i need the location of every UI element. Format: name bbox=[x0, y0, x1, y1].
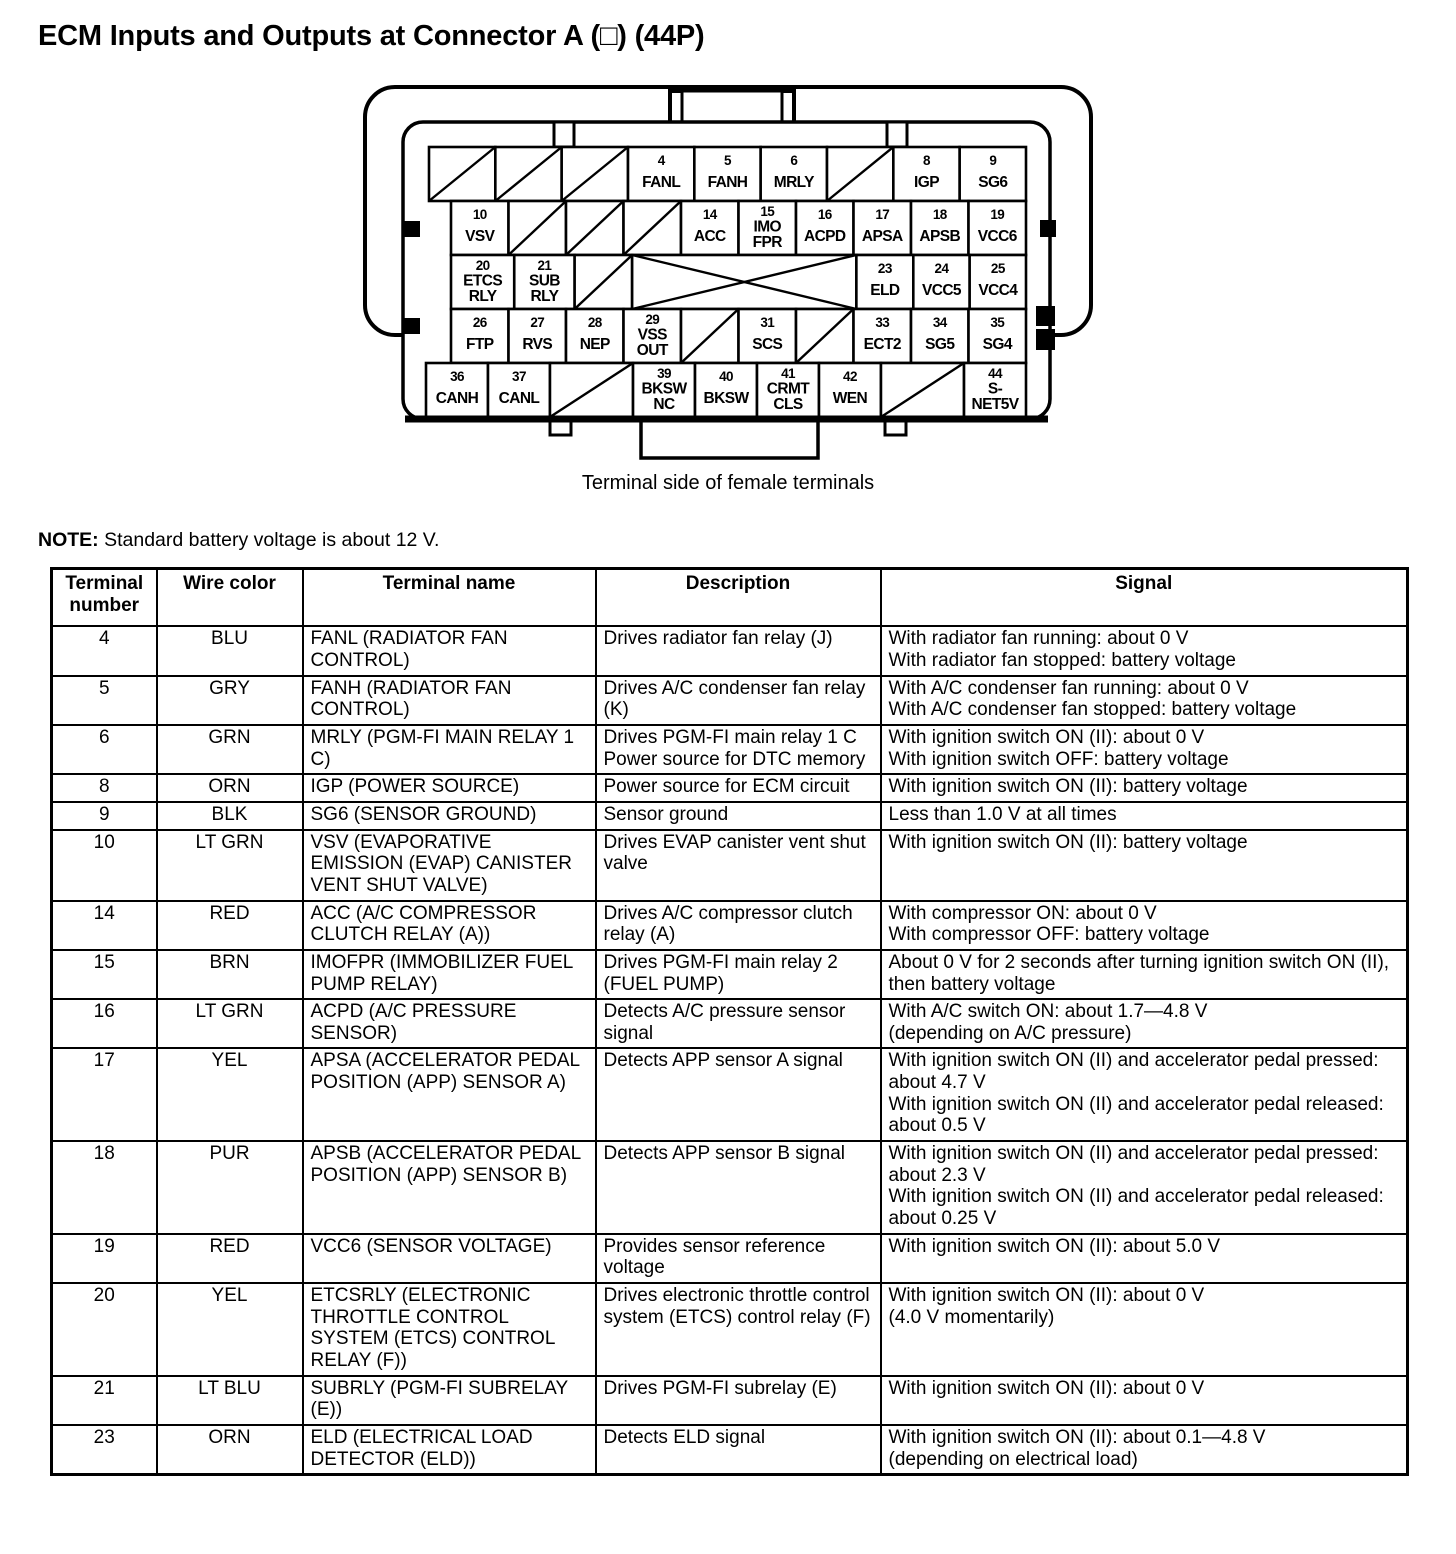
cell-wire-color: LT GRN bbox=[157, 999, 303, 1048]
cell-signal: With A/C condenser fan running: about 0 V With A/C condenser fan stopped: battery voltage bbox=[881, 676, 1408, 725]
connector-pin-17 bbox=[854, 201, 912, 255]
pin-number: 25 bbox=[990, 261, 1005, 276]
pin-label: BKSW bbox=[641, 380, 687, 398]
cell-terminal-name: VSV (EVAPORATIVE EMISSION (EVAP) CANISTER VENT SHUT VALVE) bbox=[303, 830, 596, 901]
col-header-terminal-number: Terminal number bbox=[52, 569, 157, 627]
connector-pin-10 bbox=[451, 201, 509, 255]
pin-number: 29 bbox=[645, 312, 660, 327]
cell-terminal-number: 23 bbox=[52, 1425, 157, 1475]
cell-terminal-number: 21 bbox=[52, 1376, 157, 1425]
pin-number: 6 bbox=[790, 153, 798, 168]
connector-pin-34 bbox=[911, 309, 969, 363]
pin-label: SG6 bbox=[978, 174, 1008, 191]
pin-label: RLY bbox=[530, 288, 559, 305]
cell-wire-color: BLK bbox=[157, 802, 303, 830]
table-row-terminal-15 bbox=[52, 950, 1408, 999]
pin-label: VSV bbox=[465, 228, 495, 245]
connector-pin-18 bbox=[911, 201, 969, 255]
connector-pin-44 bbox=[964, 363, 1026, 417]
connector-cell-blank bbox=[881, 363, 964, 417]
cell-description: Drives PGM-FI main relay 2 (FUEL PUMP) bbox=[596, 950, 881, 999]
cell-terminal-name: ELD (ELECTRICAL LOAD DETECTOR (ELD)) bbox=[303, 1425, 596, 1475]
pin-number: 40 bbox=[719, 369, 733, 384]
connector-side-bump bbox=[404, 318, 420, 334]
pin-label: ETCS bbox=[463, 272, 503, 290]
cell-wire-color: LT GRN bbox=[157, 830, 303, 901]
connector-pin-42 bbox=[819, 363, 881, 417]
cell-wire-color: LT BLU bbox=[157, 1376, 303, 1425]
cell-terminal-number: 18 bbox=[52, 1141, 157, 1234]
page-title: ECM Inputs and Outputs at Connector A (□) (44P) bbox=[38, 20, 705, 52]
col-header-wire-color: Wire color bbox=[157, 569, 303, 627]
cell-description: Drives PGM-FI subrelay (E) bbox=[596, 1376, 881, 1425]
pin-number: 31 bbox=[760, 315, 775, 330]
table-row-terminal-23 bbox=[52, 1425, 1408, 1475]
table-row-terminal-9 bbox=[52, 802, 1408, 830]
cell-terminal-name: SG6 (SENSOR GROUND) bbox=[303, 802, 596, 830]
connector-pin-40 bbox=[695, 363, 757, 417]
cell-wire-color: BLU bbox=[157, 626, 303, 675]
connector-pin-26 bbox=[451, 309, 509, 363]
connector-cell-blank bbox=[509, 201, 567, 255]
cell-signal: About 0 V for 2 seconds after turning ignition switch ON (II), then battery voltage bbox=[881, 950, 1408, 999]
pin-label: FANH bbox=[707, 174, 748, 191]
pin-number: 35 bbox=[990, 315, 1005, 330]
table-row-terminal-4 bbox=[52, 626, 1408, 675]
cell-terminal-number: 9 bbox=[52, 802, 157, 830]
table-row-terminal-21 bbox=[52, 1376, 1408, 1425]
cell-terminal-number: 10 bbox=[52, 830, 157, 901]
pin-number: 41 bbox=[781, 366, 795, 381]
cell-description: Provides sensor reference voltage bbox=[596, 1234, 881, 1283]
connector-pin-16 bbox=[796, 201, 854, 255]
cell-description: Detects APP sensor A signal bbox=[596, 1048, 881, 1141]
connector-pin-35 bbox=[969, 309, 1027, 363]
connector-pin-8 bbox=[893, 147, 959, 201]
connector-pin-41 bbox=[757, 363, 819, 417]
cell-description: Drives electronic throttle control system (ETCS) control relay (F) bbox=[596, 1283, 881, 1376]
connector-pin-39 bbox=[633, 363, 695, 417]
cell-signal: With ignition switch ON (II): battery voltage bbox=[881, 774, 1408, 802]
pin-label: WEN bbox=[832, 390, 868, 407]
cell-signal: With ignition switch ON (II): about 0 V bbox=[881, 1376, 1408, 1425]
pin-number: 39 bbox=[657, 366, 671, 381]
connector-cell-blank bbox=[681, 309, 739, 363]
connector-pin-4 bbox=[628, 147, 694, 201]
table-row-terminal-14 bbox=[52, 901, 1408, 950]
cell-description: Power source for ECM circuit bbox=[596, 774, 881, 802]
connector-side-bump bbox=[1040, 220, 1056, 237]
connector-pin-33 bbox=[854, 309, 912, 363]
cell-description: Drives A/C compressor clutch relay (A) bbox=[596, 901, 881, 950]
pin-number: 24 bbox=[934, 261, 949, 276]
cell-signal: With compressor ON: about 0 V With compressor OFF: battery voltage bbox=[881, 901, 1408, 950]
note-text: Standard battery voltage is about 12 V. bbox=[104, 529, 440, 551]
cell-description: Drives EVAP canister vent shut valve bbox=[596, 830, 881, 901]
cell-terminal-number: 15 bbox=[52, 950, 157, 999]
pin-number: 16 bbox=[817, 207, 832, 222]
pin-label: CRMT bbox=[766, 380, 810, 398]
connector-pin-29 bbox=[624, 309, 682, 363]
pin-label: ACC bbox=[693, 228, 726, 245]
cell-terminal-name: APSA (ACCELERATOR PEDAL POSITION (APP) SENSOR A) bbox=[303, 1048, 596, 1141]
pin-label: FPR bbox=[752, 234, 782, 251]
cell-terminal-number: 14 bbox=[52, 901, 157, 950]
cell-terminal-name: SUBRLY (PGM-FI SUBRELAY (E)) bbox=[303, 1376, 596, 1425]
pin-label: MRLY bbox=[773, 174, 814, 191]
table-row-terminal-8 bbox=[52, 774, 1408, 802]
pin-number: 4 bbox=[657, 153, 665, 168]
pin-label: SCS bbox=[752, 336, 783, 353]
pin-label: IMO bbox=[753, 218, 781, 236]
battery-note bbox=[38, 529, 439, 552]
pin-label: VCC4 bbox=[978, 282, 1018, 299]
cell-signal: With ignition switch ON (II) and accelerator pedal pressed: about 2.3 V With ignition switch ON (II) and accelerator pedal released: about 0.25 V bbox=[881, 1141, 1408, 1234]
connector-cell-blank bbox=[562, 147, 628, 201]
cell-terminal-number: 6 bbox=[52, 725, 157, 774]
connector-cell-blank bbox=[827, 147, 893, 201]
cell-wire-color: YEL bbox=[157, 1283, 303, 1376]
cell-wire-color: ORN bbox=[157, 774, 303, 802]
pin-number: 27 bbox=[530, 315, 545, 330]
table-row-terminal-20 bbox=[52, 1283, 1408, 1376]
cell-terminal-name: ACPD (A/C PRESSURE SENSOR) bbox=[303, 999, 596, 1048]
connector-diagram bbox=[358, 80, 1098, 472]
connector-pin-6 bbox=[761, 147, 827, 201]
connector-cell-blank bbox=[575, 255, 633, 309]
connector-cell-blank bbox=[566, 201, 624, 255]
connector-top-notch bbox=[887, 122, 907, 147]
pin-number: 19 bbox=[990, 207, 1005, 222]
pin-label: BKSW bbox=[703, 390, 749, 407]
pin-label: CLS bbox=[773, 396, 803, 413]
terminal-table bbox=[50, 567, 1409, 1476]
cell-terminal-number: 19 bbox=[52, 1234, 157, 1283]
table-row-terminal-10 bbox=[52, 830, 1408, 901]
pin-label: ECT2 bbox=[863, 336, 901, 353]
cell-terminal-number: 20 bbox=[52, 1283, 157, 1376]
cell-terminal-number: 17 bbox=[52, 1048, 157, 1141]
connector-pinout-svg bbox=[358, 80, 1098, 472]
cell-wire-color: RED bbox=[157, 1234, 303, 1283]
table-row-terminal-18 bbox=[52, 1141, 1408, 1234]
connector-pin-23 bbox=[856, 255, 913, 309]
connector-pin-36 bbox=[426, 363, 488, 417]
pin-number: 8 bbox=[923, 153, 930, 168]
connector-cell-blank bbox=[495, 147, 561, 201]
cell-terminal-number: 5 bbox=[52, 676, 157, 725]
cell-description: Sensor ground bbox=[596, 802, 881, 830]
pin-number: 37 bbox=[512, 369, 526, 384]
cell-terminal-name: FANH (RADIATOR FAN CONTROL) bbox=[303, 676, 596, 725]
cell-wire-color: BRN bbox=[157, 950, 303, 999]
cell-description: Drives PGM-FI main relay 1 C Power source for DTC memory bbox=[596, 725, 881, 774]
connector-cell-blank bbox=[632, 255, 856, 309]
col-header-description: Description bbox=[596, 569, 881, 627]
connector-pin-24 bbox=[913, 255, 969, 309]
connector-cell-blank bbox=[550, 363, 633, 417]
pin-number: 18 bbox=[932, 207, 947, 222]
cell-signal: Less than 1.0 V at all times bbox=[881, 802, 1408, 830]
pin-label: FANL bbox=[642, 174, 681, 191]
cell-signal: With A/C switch ON: about 1.7—4.8 V (depending on A/C pressure) bbox=[881, 999, 1408, 1048]
pin-label: VCC6 bbox=[977, 228, 1017, 245]
connector-cell-blank bbox=[624, 201, 682, 255]
pin-label: VSS bbox=[637, 326, 667, 344]
cell-terminal-name: FANL (RADIATOR FAN CONTROL) bbox=[303, 626, 596, 675]
cell-wire-color: GRN bbox=[157, 725, 303, 774]
connector-pin-21 bbox=[514, 255, 574, 309]
pin-number: 20 bbox=[475, 258, 490, 273]
connector-side-bump bbox=[1036, 306, 1055, 326]
cell-terminal-name: MRLY (PGM-FI MAIN RELAY 1 C) bbox=[303, 725, 596, 774]
cell-terminal-name: ACC (A/C COMPRESSOR CLUTCH RELAY (A)) bbox=[303, 901, 596, 950]
table-row-terminal-19 bbox=[52, 1234, 1408, 1283]
cell-signal: With ignition switch ON (II): battery voltage bbox=[881, 830, 1408, 901]
pin-number: 33 bbox=[875, 315, 890, 330]
cell-signal: With ignition switch ON (II) and accelerator pedal pressed: about 4.7 V With ignition switch ON (II) and accelerator pedal released: about 0.5 V bbox=[881, 1048, 1408, 1141]
pin-label: IGP bbox=[914, 174, 939, 191]
table-row-terminal-6 bbox=[52, 725, 1408, 774]
col-header-signal: Signal bbox=[881, 569, 1408, 627]
cell-description: Drives radiator fan relay (J) bbox=[596, 626, 881, 675]
table-row-terminal-17 bbox=[52, 1048, 1408, 1141]
table-row-terminal-5 bbox=[52, 676, 1408, 725]
connector-pin-37 bbox=[488, 363, 550, 417]
pin-label: SG4 bbox=[982, 336, 1012, 353]
pin-label: RVS bbox=[522, 336, 553, 353]
cell-description: Detects APP sensor B signal bbox=[596, 1141, 881, 1234]
pin-label: OUT bbox=[636, 342, 668, 359]
cell-signal: With ignition switch ON (II): about 0 V With ignition switch OFF: battery voltage bbox=[881, 725, 1408, 774]
connector-cell-blank bbox=[796, 309, 854, 363]
pin-label: NEP bbox=[579, 336, 610, 353]
pin-label: S- bbox=[987, 380, 1003, 398]
connector-pin-20 bbox=[451, 255, 514, 309]
connector-cell-blank bbox=[429, 147, 495, 201]
cell-description: Detects A/C pressure sensor signal bbox=[596, 999, 881, 1048]
pin-number: 9 bbox=[989, 153, 997, 168]
connector-pin-9 bbox=[960, 147, 1026, 201]
note-label: NOTE: bbox=[38, 529, 99, 551]
pin-label: VCC5 bbox=[921, 282, 961, 299]
connector-pin-25 bbox=[970, 255, 1026, 309]
connector-side-bump bbox=[1036, 329, 1055, 350]
col-header-terminal-name: Terminal name bbox=[303, 569, 596, 627]
pin-number: 10 bbox=[472, 207, 487, 222]
cell-wire-color: ORN bbox=[157, 1425, 303, 1475]
cell-wire-color: RED bbox=[157, 901, 303, 950]
pin-label: ELD bbox=[870, 282, 900, 299]
connector-pin-5 bbox=[694, 147, 760, 201]
cell-terminal-name: APSB (ACCELERATOR PEDAL POSITION (APP) SENSOR B) bbox=[303, 1141, 596, 1234]
connector-side-bump bbox=[404, 221, 420, 237]
cell-wire-color: GRY bbox=[157, 676, 303, 725]
terminal-table-body bbox=[52, 626, 1408, 1474]
cell-signal: With radiator fan running: about 0 V With radiator fan stopped: battery voltage bbox=[881, 626, 1408, 675]
connector-top-notch bbox=[554, 122, 574, 147]
pin-label: SUB bbox=[528, 272, 560, 290]
pin-number: 5 bbox=[724, 153, 731, 168]
cell-signal: With ignition switch ON (II): about 0 V (4.0 V momentarily) bbox=[881, 1283, 1408, 1376]
connector-pin-14 bbox=[681, 201, 739, 255]
table-row-terminal-16 bbox=[52, 999, 1408, 1048]
cell-terminal-name: IMOFPR (IMMOBILIZER FUEL PUMP RELAY) bbox=[303, 950, 596, 999]
connector-pin-19 bbox=[969, 201, 1027, 255]
pin-label: APSB bbox=[919, 228, 961, 245]
pin-number: 26 bbox=[472, 315, 487, 330]
pin-label: CANL bbox=[498, 390, 540, 407]
terminal-table-container bbox=[50, 567, 1409, 1476]
pin-number: 23 bbox=[877, 261, 892, 276]
pin-label: CANH bbox=[435, 390, 479, 407]
cell-terminal-name: IGP (POWER SOURCE) bbox=[303, 774, 596, 802]
connector-pin-28 bbox=[566, 309, 624, 363]
cell-terminal-number: 4 bbox=[52, 626, 157, 675]
cell-signal: With ignition switch ON (II): about 0.1—4.8 V (depending on electrical load) bbox=[881, 1425, 1408, 1475]
cell-terminal-name: VCC6 (SENSOR VOLTAGE) bbox=[303, 1234, 596, 1283]
pin-label: ACPD bbox=[803, 228, 846, 245]
cell-description: Drives A/C condenser fan relay (K) bbox=[596, 676, 881, 725]
pin-number: 21 bbox=[537, 258, 552, 273]
connector-pin-15 bbox=[739, 201, 797, 255]
pin-label: APSA bbox=[861, 228, 903, 245]
pin-label: FTP bbox=[466, 336, 494, 353]
pin-label: RLY bbox=[468, 288, 497, 305]
cell-wire-color: YEL bbox=[157, 1048, 303, 1141]
diagram-caption: Terminal side of female terminals bbox=[581, 472, 875, 494]
pin-number: 44 bbox=[988, 366, 1002, 381]
pin-label: NET5V bbox=[971, 396, 1019, 413]
pin-number: 42 bbox=[843, 369, 857, 384]
pin-label: NC bbox=[653, 396, 675, 413]
pin-number: 14 bbox=[702, 207, 717, 222]
connector-pin-31 bbox=[739, 309, 797, 363]
cell-wire-color: PUR bbox=[157, 1141, 303, 1234]
cell-terminal-number: 8 bbox=[52, 774, 157, 802]
pin-number: 34 bbox=[932, 315, 947, 330]
pin-label: SG5 bbox=[925, 336, 955, 353]
pin-number: 15 bbox=[760, 204, 775, 219]
pin-number: 28 bbox=[587, 315, 602, 330]
table-header-row bbox=[52, 569, 1408, 627]
cell-signal: With ignition switch ON (II): about 5.0 V bbox=[881, 1234, 1408, 1283]
cell-description: Detects ELD signal bbox=[596, 1425, 881, 1475]
connector-pin-27 bbox=[509, 309, 567, 363]
cell-terminal-number: 16 bbox=[52, 999, 157, 1048]
cell-terminal-name: ETCSRLY (ELECTRONIC THROTTLE CONTROL SYSTEM (ETCS) CONTROL RELAY (F)) bbox=[303, 1283, 596, 1376]
pin-number: 36 bbox=[450, 369, 464, 384]
pin-number: 17 bbox=[875, 207, 890, 222]
